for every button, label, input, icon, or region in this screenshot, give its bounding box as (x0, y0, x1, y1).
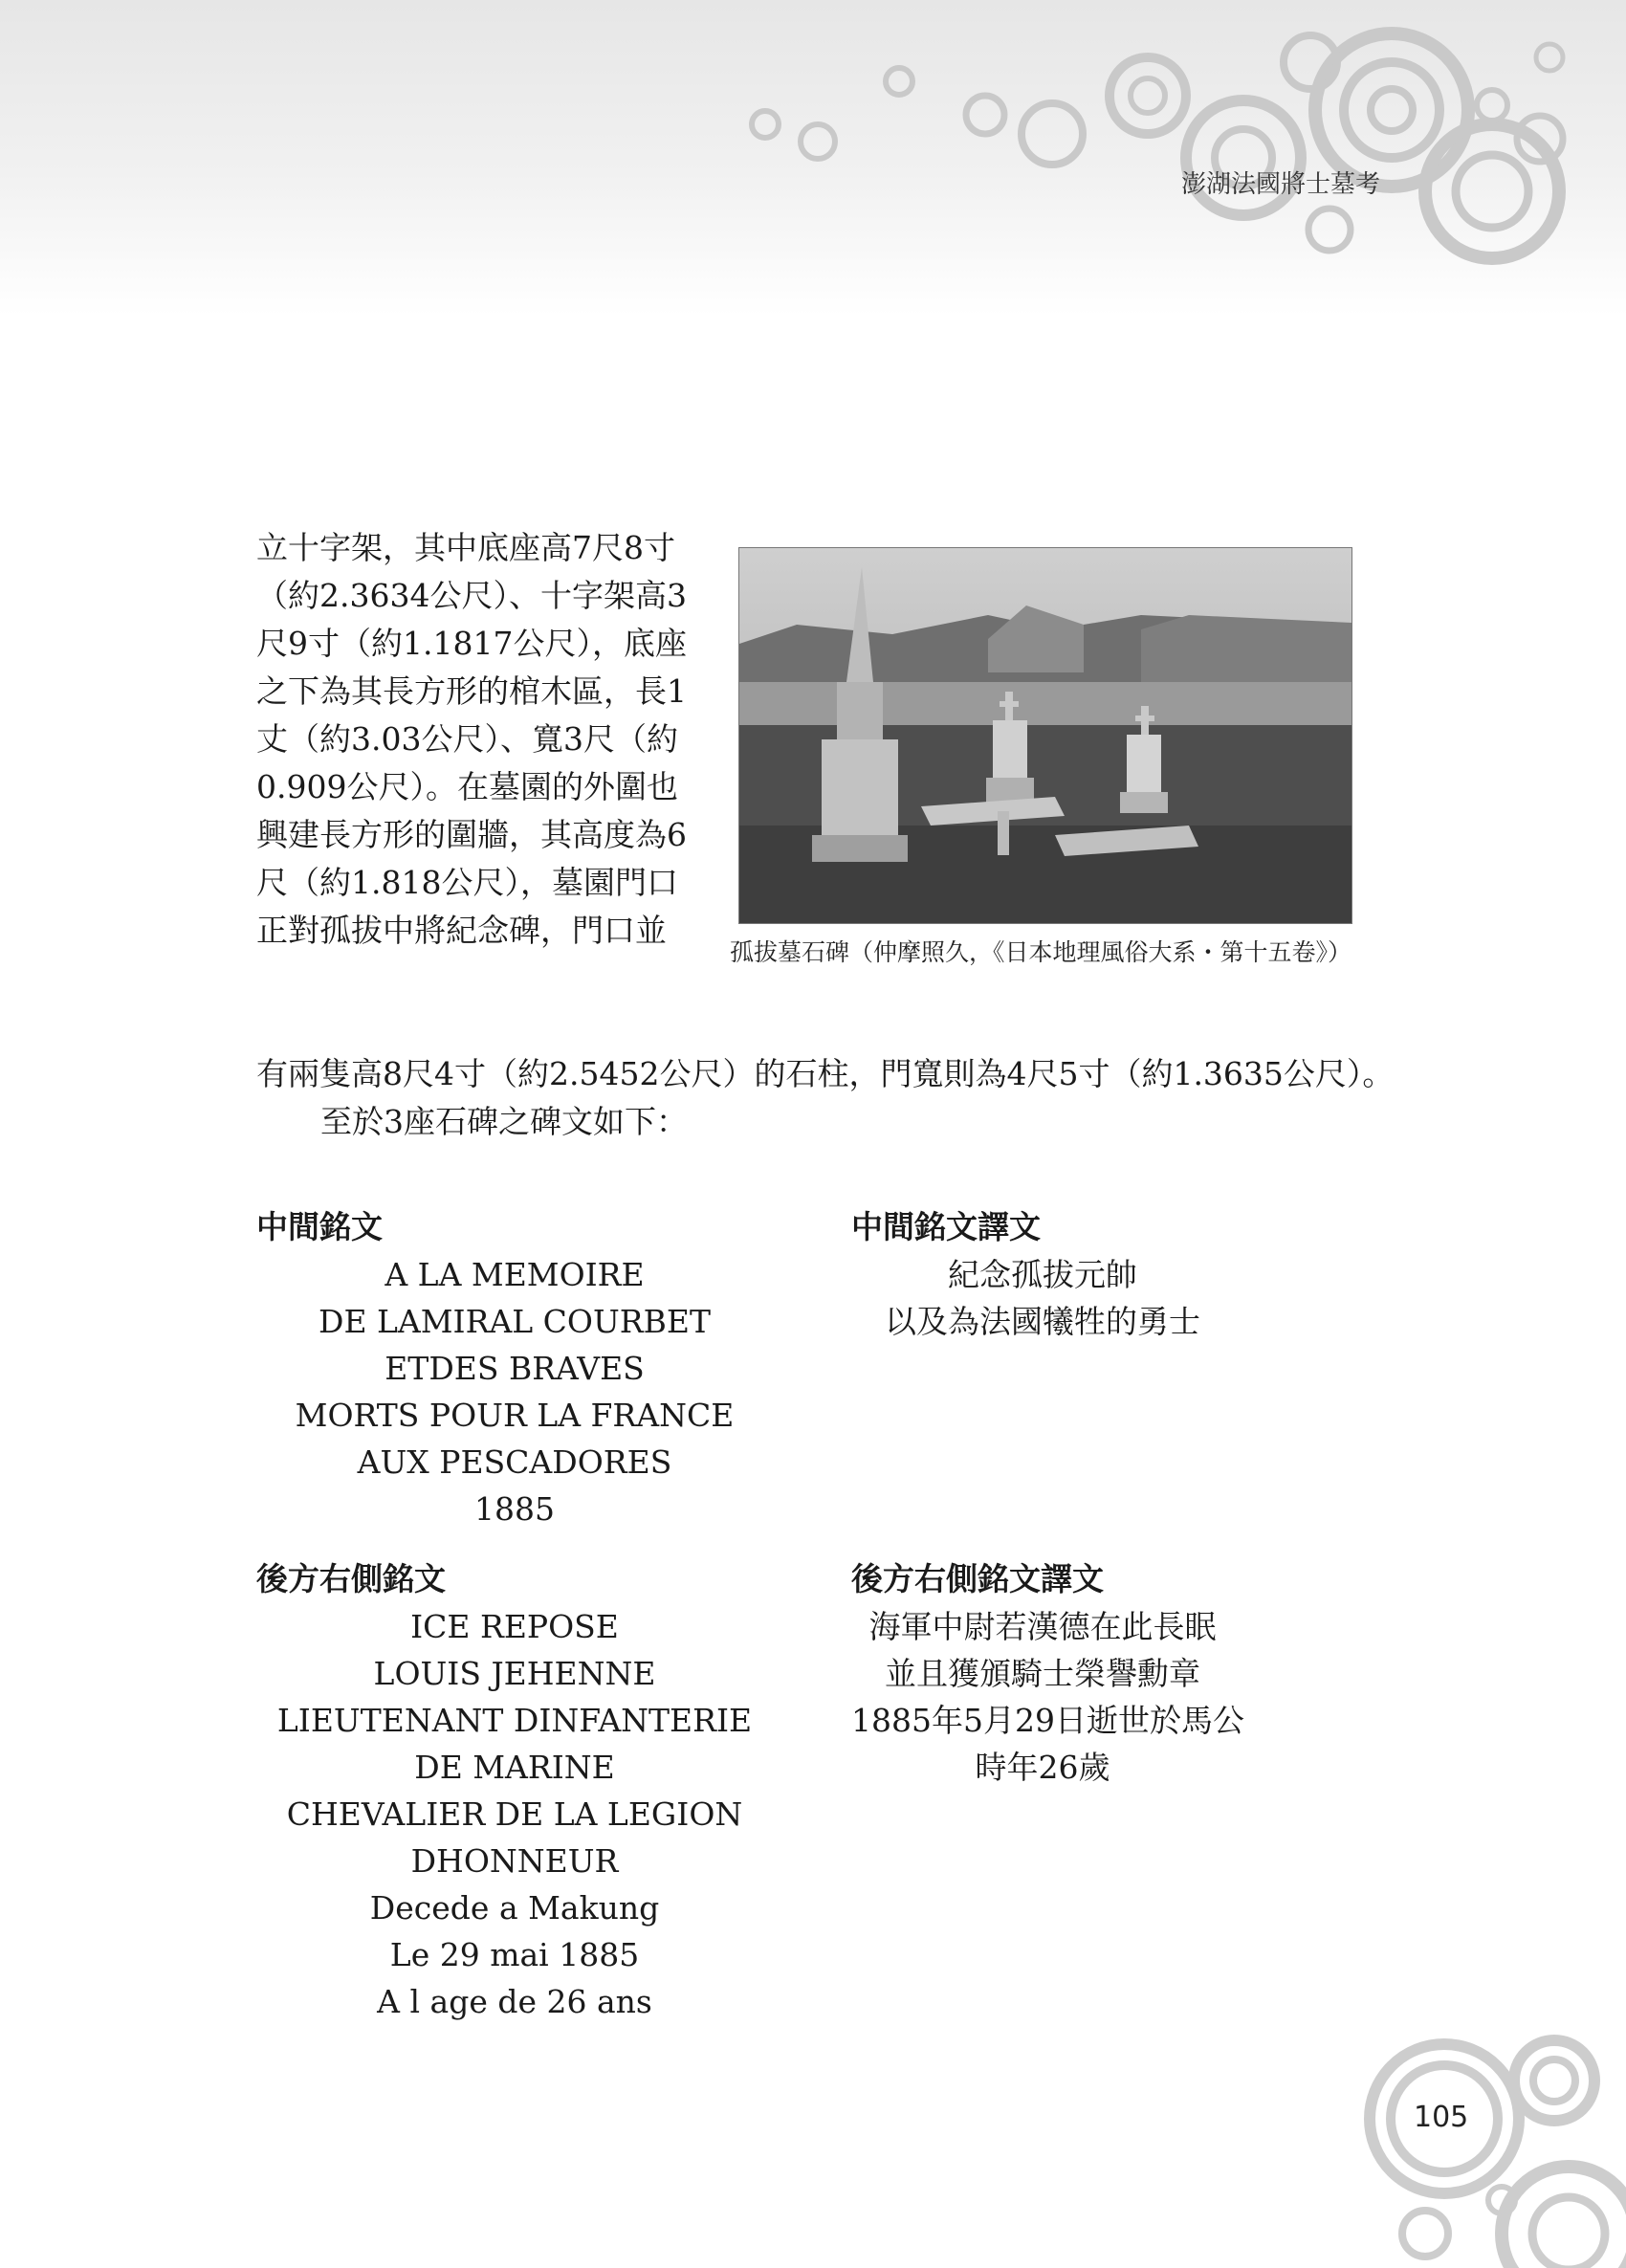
inscription-line: 1885年5月29日逝世於馬公 (851, 1702, 1244, 1739)
inscription-line: DHONNEUR (410, 1842, 619, 1880)
text-line: 尺9寸（約1.1817公尺），底座 (256, 625, 687, 662)
photo-caption: 孤拔墓石碑（仲摩照久，《日本地理風俗大系・第十五卷》） (730, 938, 1352, 966)
inscription-line: AUX PESCADORES (357, 1443, 672, 1481)
inscription-line: DE LAMIRAL COURBET (318, 1303, 711, 1340)
inscription-heading: 中間銘文 (256, 1208, 383, 1245)
inscription-middle (256, 1203, 773, 1532)
inscription-heading: 後方右側銘文譯文 (851, 1560, 1104, 1597)
body-text-narrow (256, 524, 696, 955)
inscription-line: 紀念孤拔元帥 (948, 1256, 1137, 1293)
text-line: （約2.3634公尺）、十字架高3 (256, 577, 687, 614)
inscription-line: ETDES BRAVES (385, 1350, 645, 1387)
inscription-rear-right (256, 1555, 773, 2025)
inscription-middle-translation (851, 1203, 1368, 1345)
text-line: 0.909公尺）。在墓園的外圍也 (256, 768, 678, 805)
inscription-line: CHEVALIER DE LA LEGION (286, 1795, 743, 1833)
body-text-full-line: 有兩隻高8尺4寸（約2.5452公尺）的石柱，門寬則為4尺5寸（約1.3635公尺）。 (256, 1055, 1395, 1092)
decorative-circles-bottom (1349, 2028, 1626, 2268)
inscription-line: Le 29 mai 1885 (389, 1936, 640, 1973)
photo-courbet-monument (738, 547, 1352, 924)
text-line: 立十字架，其中底座高7尺8寸 (256, 529, 675, 566)
inscription-line: LIEUTENANT DINFANTERIE (276, 1702, 753, 1739)
inscription-line: 以及為法國犧牲的勇士 (885, 1303, 1200, 1340)
inscription-line: A LA MEMOIRE (385, 1256, 645, 1293)
page-number: 105 (1414, 2101, 1469, 2134)
text-line: 正對孤拔中將紀念碑，門口並 (256, 912, 667, 949)
inscription-line: A l age de 26 ans (377, 1983, 652, 2020)
inscription-line: LOUIS JEHENNE (373, 1655, 656, 1692)
text-line: 興建長方形的圍牆，其高度為6 (256, 816, 687, 853)
text-line: 尺（約1.818公尺），墓園門口 (256, 864, 678, 901)
text-line: 之下為其長方形的棺木區，長1 (256, 672, 687, 710)
decorative-circles-top (0, 0, 1626, 316)
text-line: 丈（約3.03公尺）、寬3尺（約 (256, 720, 678, 758)
inscriptions-intro: 至於3座石碑之碑文如下： (320, 1103, 688, 1140)
inscription-line: 1885 (474, 1490, 555, 1528)
inscription-line: ICE REPOSE (410, 1608, 619, 1645)
running-title: 澎湖法國將士墓考 (1181, 170, 1381, 199)
inscription-heading: 中間銘文譯文 (851, 1208, 1041, 1245)
inscription-line: DE MARINE (414, 1749, 615, 1786)
inscription-heading: 後方右側銘文 (256, 1560, 446, 1597)
inscription-line: 海軍中尉若漢德在此長眠 (868, 1608, 1217, 1645)
inscription-line: 時年26歲 (975, 1749, 1110, 1786)
inscription-rear-right-translation (851, 1555, 1368, 1791)
inscription-line: 並且獲頒騎士榮譽勳章 (885, 1655, 1200, 1692)
inscription-line: Decede a Makung (369, 1889, 660, 1927)
inscription-line: MORTS POUR LA FRANCE (295, 1397, 735, 1434)
